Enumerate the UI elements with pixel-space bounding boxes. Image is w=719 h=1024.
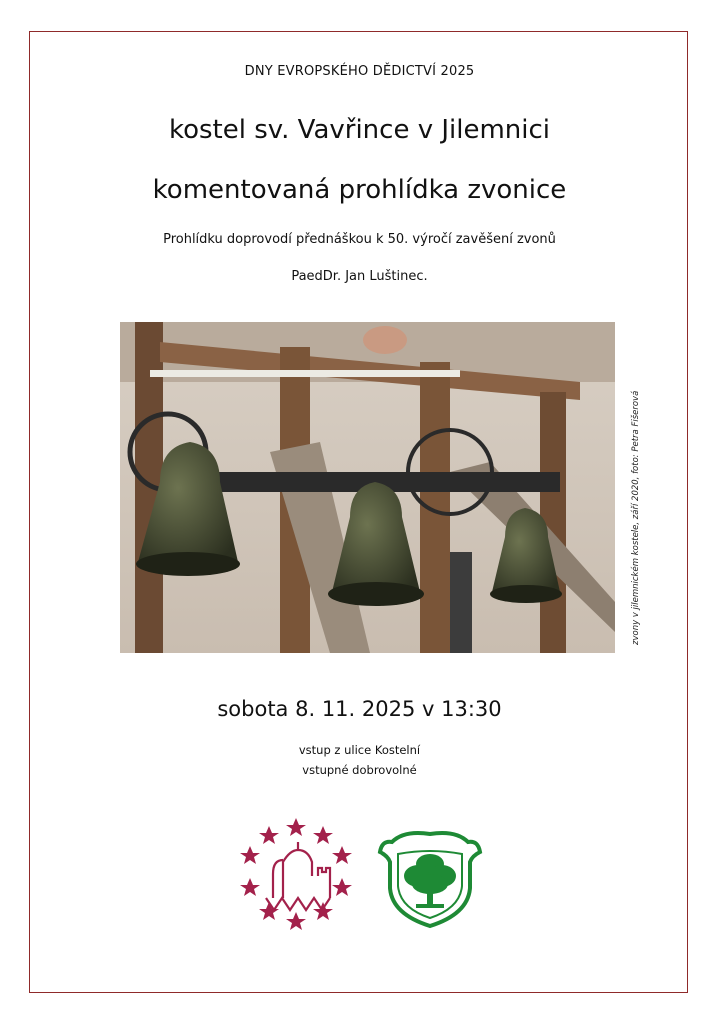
bells-photo (120, 322, 615, 653)
speaker-name: PaedDr. Jan Luštinec. (291, 269, 428, 284)
event-name: DNY EVROPSKÉHO DĚDICTVÍ 2025 (244, 64, 475, 79)
entry-info: vstup z ulice Kostelní (298, 743, 421, 757)
town-crest-icon (374, 822, 486, 932)
ehd-logo-icon (238, 816, 354, 934)
admission-info: vstupné dobrovolné (302, 763, 417, 777)
title-tour: komentovaná prohlídka zvonice (152, 175, 567, 205)
event-date-time: sobota 8. 11. 2025 v 13:30 (217, 697, 502, 721)
subtitle-lecture: Prohlídku doprovodí přednáškou k 50. výročí zavěšení zvonů (163, 232, 556, 247)
photo-credit: zvony v jilemnickém kostele, září 2020, foto: Petra Fišerová (631, 390, 641, 645)
title-church: kostel sv. Vavřince v Jilemnici (168, 115, 551, 145)
